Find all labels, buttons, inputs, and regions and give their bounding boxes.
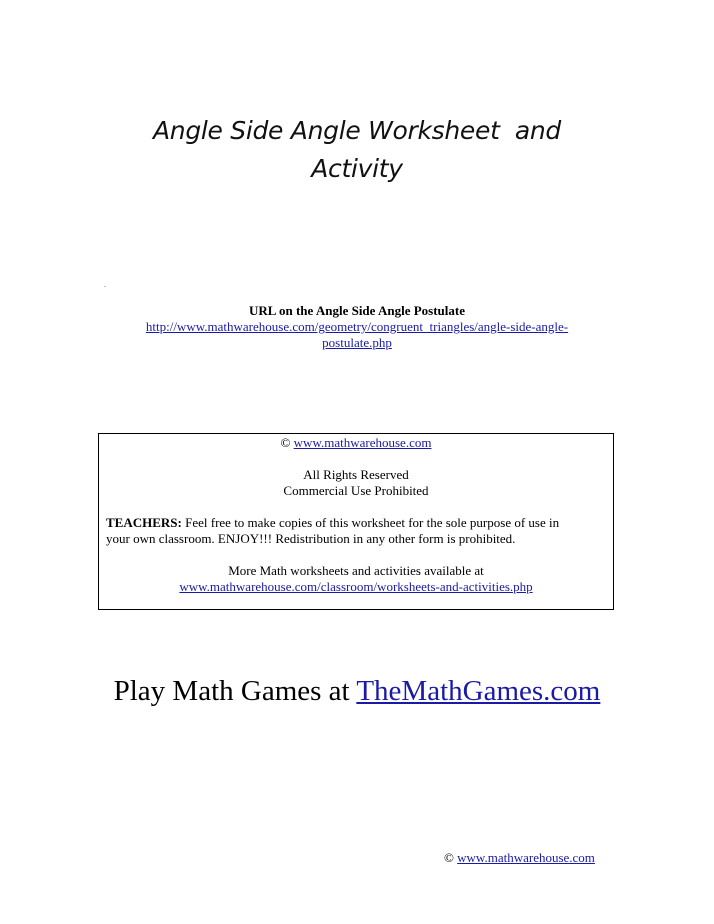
rights-text: [105, 467, 607, 499]
footer-copyright: [444, 850, 595, 866]
rights-line-2: Commercial Use Prohibited: [283, 483, 429, 498]
teachers-line-2: your own classroom. ENJOY!!! Redistribution in any other form is prohibited.: [106, 531, 516, 546]
teachers-note: [106, 515, 607, 547]
worksheet-title: [0, 112, 714, 188]
title-line-1: Angle Side Angle Worksheet and: [152, 116, 562, 145]
url-heading: URL on the Angle Side Angle Postulate: [249, 303, 465, 318]
mathwarehouse-link[interactable]: www.mathwarehouse.com: [293, 435, 432, 450]
worksheets-link[interactable]: www.mathwarehouse.com/classroom/worksheets-and-activities.php: [179, 579, 533, 594]
themathgames-link[interactable]: TheMathGames.com: [356, 675, 601, 707]
postulate-url-link[interactable]: [146, 319, 568, 350]
teachers-line-1: [106, 515, 607, 531]
copyright-notice-box: [98, 433, 614, 610]
postulate-url-line-2: postulate.php: [322, 335, 392, 350]
teachers-label: TEACHERS:: [106, 515, 182, 530]
postulate-url-line-1: http://www.mathwarehouse.com/geometry/congruent_triangles/angle-side-angle-: [145, 319, 569, 334]
box-copyright-line: [105, 435, 607, 451]
more-text: More Math worksheets and activities available at: [228, 563, 484, 578]
copyright-symbol: ©: [280, 435, 291, 450]
footer-copyright-symbol: ©: [444, 850, 454, 865]
play-math-games-promo: [0, 673, 714, 709]
rights-line-1: All Rights Reserved: [303, 467, 409, 482]
promo-text: Play Math Games at: [113, 675, 357, 707]
more-worksheets: [105, 563, 607, 595]
footer-mathwarehouse-link[interactable]: www.mathwarehouse.com: [457, 850, 595, 865]
stray-mark: .: [104, 280, 106, 289]
url-section: [100, 303, 614, 351]
teachers-text-1: Feel free to make copies of this worksheet for the sole purpose of use in: [181, 515, 560, 530]
title-line-2: Activity: [311, 154, 403, 183]
